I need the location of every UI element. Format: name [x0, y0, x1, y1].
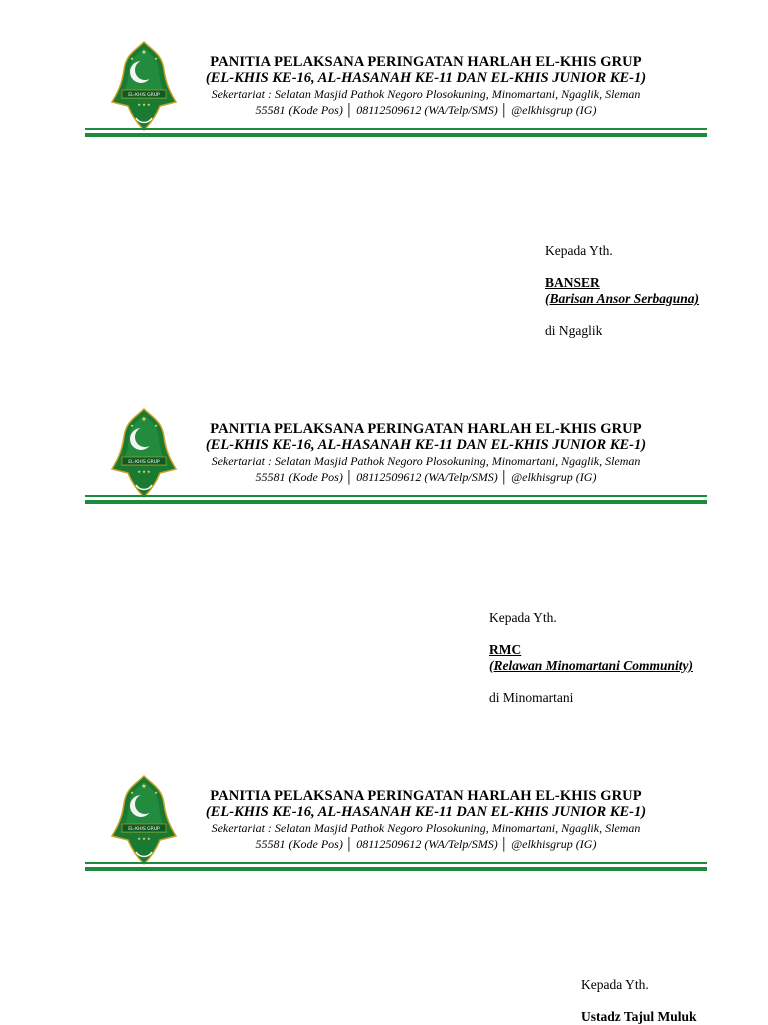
el-khis-logo-icon: [108, 40, 180, 132]
header-subtitle: (EL-KHIS KE-16, AL-HASANAH KE-11 DAN EL-KHIS JUNIOR KE-1): [205, 70, 647, 86]
svg-text:★: ★: [141, 416, 147, 423]
header-title: PANITIA PELAKSANA PERINGATAN HARLAH EL-KHIS GRUP: [210, 421, 642, 437]
header-rule-thin: [85, 495, 707, 497]
svg-text:★: ★: [154, 423, 158, 428]
logo-text: EL-KHIS GRUP: [128, 460, 160, 465]
recipient-full-name: (Barisan Ansor Serbaguna): [545, 291, 700, 306]
svg-text:★ ★ ★: ★ ★ ★: [137, 102, 151, 107]
recipient-location: di Minomartani: [489, 690, 574, 705]
letter-2: [0, 367, 768, 734]
letter-1: [0, 0, 768, 367]
svg-text:★: ★: [130, 56, 134, 61]
header-subtitle: (EL-KHIS KE-16, AL-HASANAH KE-11 DAN EL-KHIS JUNIOR KE-1): [205, 437, 647, 453]
recipient-name: RMC: [489, 642, 522, 657]
el-khis-logo-icon: [108, 407, 180, 499]
header-address-line1: Sekertariat : Selatan Masjid Pathok Negoro Plosokuning, Minomartani, Ngaglik, Sleman: [211, 454, 641, 468]
svg-text:★: ★: [141, 49, 147, 56]
greeting: Kepada Yth.: [545, 243, 613, 258]
header-address-line1: Sekertariat : Selatan Masjid Pathok Negoro Plosokuning, Minomartani, Ngaglik, Sleman: [211, 87, 641, 101]
greeting: Kepada Yth.: [581, 977, 649, 992]
header-title: PANITIA PELAKSANA PERINGATAN HARLAH EL-KHIS GRUP: [210, 54, 642, 70]
svg-text:★: ★: [154, 790, 158, 795]
header-address-line1: Sekertariat : Selatan Masjid Pathok Negoro Plosokuning, Minomartani, Ngaglik, Sleman: [211, 821, 641, 835]
header-rule-thick: [85, 500, 707, 504]
logo-text: EL-KHIS GRUP: [128, 827, 160, 832]
svg-text:★: ★: [141, 783, 147, 790]
header-rule-thin: [85, 128, 707, 130]
svg-text:★: ★: [130, 423, 134, 428]
el-khis-logo-icon: [108, 774, 180, 866]
svg-text:★: ★: [130, 790, 134, 795]
header-address-line2: 55581 (Kode Pos) │ 08112509612 (WA/Telp/SMS) │ @elkhisgrup (IG): [255, 103, 597, 117]
logo-text: EL-KHIS GRUP: [128, 93, 160, 98]
header-address-line2: 55581 (Kode Pos) │ 08112509612 (WA/Telp/SMS) │ @elkhisgrup (IG): [255, 470, 597, 484]
header-rule-thick: [85, 867, 707, 871]
header-rule-thin: [85, 862, 707, 864]
letter-3: [0, 734, 768, 1024]
recipient-location: di Ngaglik: [545, 323, 603, 338]
recipient-full-name: (Relawan Minomartani Community): [489, 658, 694, 673]
header-title: PANITIA PELAKSANA PERINGATAN HARLAH EL-KHIS GRUP: [210, 788, 642, 804]
svg-text:★ ★ ★: ★ ★ ★: [137, 469, 151, 474]
header-rule-thick: [85, 133, 707, 137]
recipient-name: BANSER: [545, 275, 600, 290]
svg-text:★: ★: [154, 56, 158, 61]
header-address-line2: 55581 (Kode Pos) │ 08112509612 (WA/Telp/SMS) │ @elkhisgrup (IG): [255, 837, 597, 851]
recipient-name: Ustadz Tajul Muluk: [581, 1009, 697, 1024]
greeting: Kepada Yth.: [489, 610, 557, 625]
header-subtitle: (EL-KHIS KE-16, AL-HASANAH KE-11 DAN EL-KHIS JUNIOR KE-1): [205, 804, 647, 820]
svg-text:★ ★ ★: ★ ★ ★: [137, 836, 151, 841]
